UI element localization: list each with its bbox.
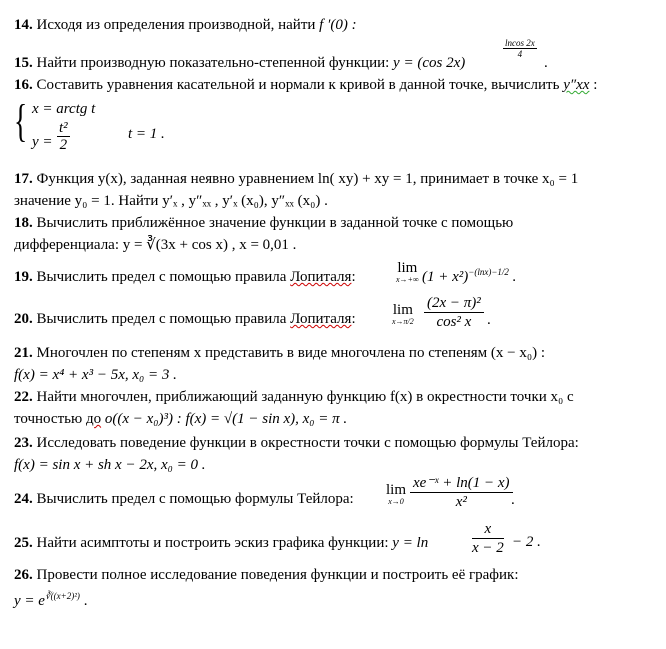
lim-word: lim — [397, 260, 418, 276]
problem-text: Многочлен по степеням x представить в виде многочлена по степеням (x − x₀) : — [36, 345, 546, 361]
system-eq1: x = arctg t — [32, 101, 96, 117]
problem-number: 21. — [14, 345, 33, 361]
problem-18 — [14, 214, 513, 232]
formula-end: . — [487, 312, 491, 328]
fraction-numerator: xe⁻ˣ + ln(1 − x) — [410, 474, 513, 493]
problem-15 — [14, 54, 465, 72]
formula: y = (cos 2x) — [393, 55, 466, 71]
problem-number: 24. — [14, 491, 33, 507]
exponent-numerator: lncos 2x — [505, 38, 535, 48]
formula: f ′(0) : — [319, 17, 357, 33]
colon: : — [351, 311, 356, 327]
formula-end: . — [511, 492, 515, 508]
lim-word: lim — [386, 482, 407, 498]
problem-number: 14. — [14, 17, 33, 33]
second-derivative: y″xx — [563, 77, 590, 93]
function-fraction — [472, 520, 504, 557]
problem-17 — [14, 170, 578, 188]
problem-23-line2: f(x) = sin x + sh x − 2x, x₀ = 0 . — [14, 457, 206, 473]
lim-word: lim — [392, 302, 413, 318]
fraction-numerator: (2x − π)² — [424, 294, 484, 313]
problem-22-line2 — [14, 410, 347, 428]
problem-text: Составить уравнения касательной и нормали к кривой в данной точке, вычислить — [36, 77, 560, 93]
problem-22 — [14, 388, 574, 406]
fraction-numerator: t² — [59, 120, 68, 136]
lhopital-word: Лопиталя — [290, 311, 352, 327]
problem-21-line2: f(x) = x⁴ + x³ − 5x, x₀ = 3 . — [14, 367, 177, 383]
problem-20 — [14, 310, 356, 328]
fraction-denominator: 2 — [59, 137, 68, 153]
limit-fraction — [410, 474, 513, 511]
exponent-denominator: 4 — [517, 49, 523, 59]
exponent: −(lnx)−1/2 — [468, 267, 509, 277]
exponent: ∛((x+2)²) — [44, 591, 80, 601]
problem-number: 22. — [14, 389, 33, 405]
lim-subscript: x→+∞ — [396, 275, 419, 284]
problem-text: Исследовать поведение функции в окрестности точки с помощью формулы Тейлора: — [36, 435, 579, 451]
problem-text: Вычислить предел с помощью правила — [36, 269, 287, 285]
fraction-denominator: x² — [455, 494, 467, 510]
problem-14 — [14, 16, 357, 34]
colon: : — [351, 269, 356, 285]
problem-18-line2: дифференциала: y = ∛(3x + cos x) , x = 0,01 . — [14, 237, 297, 253]
problem-number: 18. — [14, 215, 33, 231]
problem-text: Найти производную показательно-степенной функции: — [36, 55, 390, 71]
base-expression: (1 + x²) — [422, 269, 469, 285]
lim-subscript: x→0 — [388, 497, 404, 506]
problem-number: 16. — [14, 77, 33, 93]
problem-23 — [14, 434, 579, 452]
colon: : — [593, 77, 598, 93]
problem-24 — [14, 490, 354, 508]
formula-end: . — [512, 269, 517, 285]
problem-17-line2: значение y₀ = 1. Найти y′ₓ , y″ₓₓ , y′ₓ (x₀), y″ₓₓ (x₀) . — [14, 193, 328, 209]
problem-text: Провести полное исследование поведения функции и построить её график: — [36, 567, 519, 583]
underlined-word: до — [85, 411, 102, 427]
problem-text: Вычислить предел с помощью формулы Тейлора: — [36, 491, 354, 507]
problem-25 — [14, 534, 428, 552]
system-eq2-fraction — [57, 120, 70, 153]
formula-lhs: y = ln — [392, 535, 429, 551]
problem-number: 23. — [14, 435, 33, 451]
parameter-value: t = 1 . — [128, 126, 165, 142]
exponent-fraction — [503, 38, 537, 59]
problem-number: 20. — [14, 311, 33, 327]
limit-operator — [386, 484, 406, 508]
fraction-denominator: x − 2 — [472, 540, 504, 556]
problem-text: Вычислить предел с помощью правила — [36, 311, 287, 327]
fraction-denominator: cos² x — [436, 314, 472, 330]
formula-rhs: − 2 . — [512, 534, 541, 550]
system-brace: { — [14, 95, 28, 146]
problem-26-formula — [14, 592, 87, 610]
problem-16 — [14, 76, 597, 94]
formula-end: . — [544, 55, 548, 71]
problem-text: Функция y(x), заданная неявно уравнением ln( xy) + xy = 1, принимает в точке x₀ = 1 — [36, 171, 579, 187]
problem-26 — [14, 566, 519, 584]
lhopital-word: Лопиталя — [290, 269, 352, 285]
fraction-numerator: x — [472, 520, 504, 539]
formula-end: . — [83, 593, 88, 609]
problem-number: 15. — [14, 55, 33, 71]
problem-text: Вычислить приближённое значение функции в заданной точке с помощью — [36, 215, 514, 231]
lim-subscript: x→π/2 — [392, 317, 414, 326]
problem-19 — [14, 268, 356, 286]
problem-text: Исходя из определения производной, найти — [36, 17, 316, 33]
limit-expression — [422, 268, 516, 286]
problem-21 — [14, 344, 545, 362]
problem-number: 26. — [14, 567, 33, 583]
problem-number: 17. — [14, 171, 33, 187]
problem-text: Найти многочлен, приближающий заданную функцию f(x) в окрестности точки x₀ с — [36, 389, 574, 405]
problem-number: 25. — [14, 535, 33, 551]
limit-operator — [396, 262, 419, 286]
formula: o((x − x₀)³) : f(x) = √(1 − sin x), x₀ = π . — [104, 411, 348, 427]
system-eq2-lhs: y = — [32, 134, 53, 150]
problem-text: Найти асимптоты и построить эскиз графика функции: — [36, 535, 389, 551]
text: точностью — [14, 411, 83, 427]
problem-number: 19. — [14, 269, 33, 285]
limit-operator — [392, 304, 414, 328]
base: y = e — [14, 593, 45, 609]
limit-fraction — [424, 294, 484, 331]
